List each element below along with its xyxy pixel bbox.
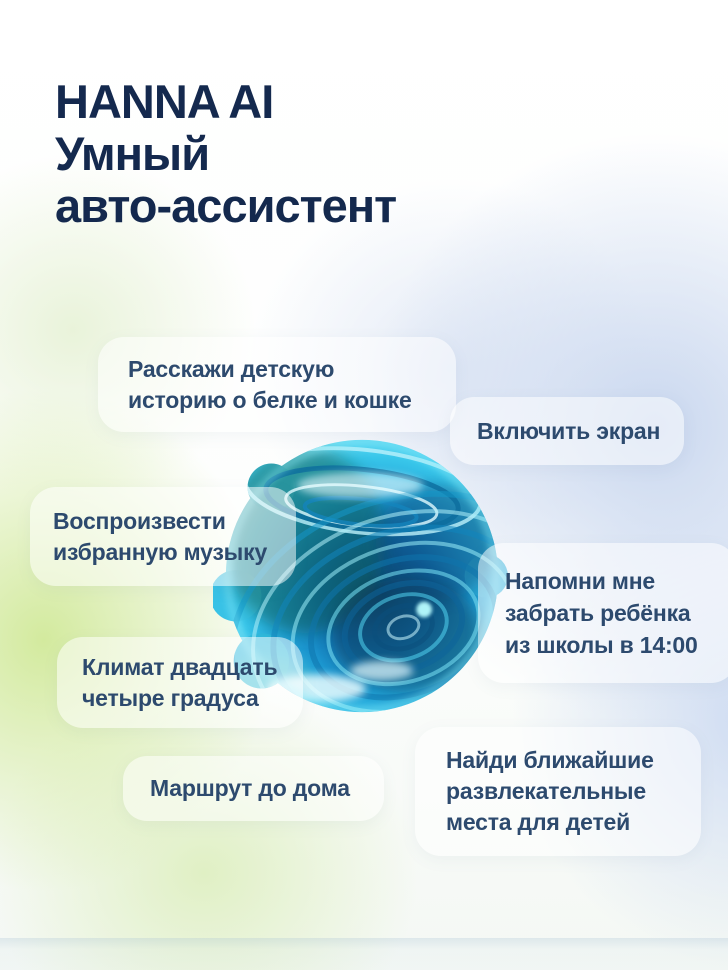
bubble-text-line: историю о белке и кошке <box>128 386 412 413</box>
voice-command-bubble-places <box>415 727 701 856</box>
bubble-text-line: избранную музыку <box>53 538 268 565</box>
bubble-text-line: из школы в 14:00 <box>505 632 698 658</box>
bubble-text-line: места для детей <box>446 809 631 835</box>
title-block <box>55 76 396 232</box>
bubble-text-line: Расскажи детскую <box>128 355 335 382</box>
bubble-text-line: Климат двадцать <box>82 653 278 680</box>
bubble-text-line: Найди ближайшие <box>446 747 654 773</box>
voice-command-bubble-music <box>30 487 296 586</box>
bubble-text-line: забрать ребёнка <box>505 600 691 626</box>
bubble-text-line: Напомни мне <box>505 568 655 594</box>
voice-command-bubble-story <box>98 337 456 432</box>
bubble-text-line: Маршрут до дома <box>150 775 350 801</box>
subtitle-line-2: авто-ассистент <box>55 179 397 232</box>
bubble-text-line: четыре градуса <box>82 684 259 711</box>
voice-command-bubble-climate <box>57 637 303 728</box>
subtitle-line-1: Умный <box>55 127 210 180</box>
voice-command-bubble-screen <box>450 397 684 465</box>
bubble-text-line: развлекательные <box>446 778 646 804</box>
floor-reflection-line <box>0 938 728 970</box>
voice-command-bubble-route <box>123 756 384 821</box>
bubble-text-line: Включить экран <box>477 417 661 444</box>
brand-title: HANNA AI <box>55 75 274 128</box>
bubble-text-line: Воспроизвести <box>53 507 226 534</box>
voice-command-bubble-reminder <box>478 543 728 683</box>
